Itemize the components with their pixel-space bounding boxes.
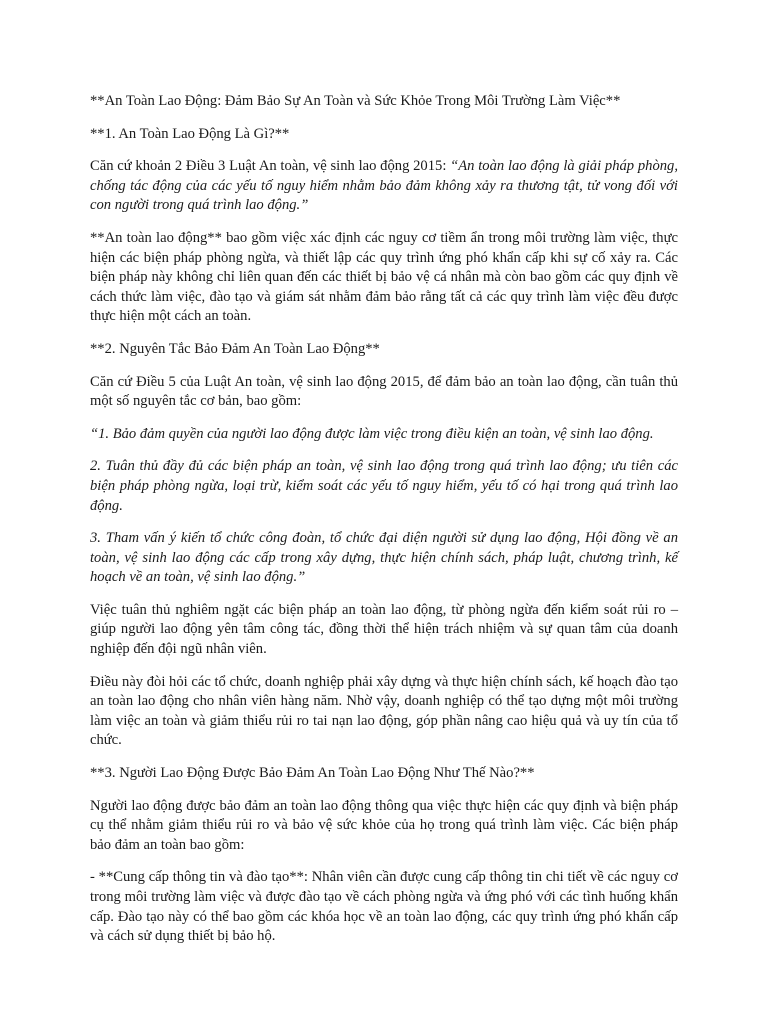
- compliance-paragraph: Việc tuân thủ nghiêm ngặt các biện pháp an toàn lao động, từ phòng ngừa đến kiểm soát rủi ro – giúp người lao động yên tâm công tác, đồng thời thể hiện trách nhiệm và sự quan tâm của doanh nghiệp đến đội ngũ nhân viên.: [90, 601, 678, 658]
- definition-quote: “An toàn lao động là giải pháp phòng, chống tác động của các yếu tố nguy hiểm nhằm bảo đảm không xảy ra thương tật, tử vong đối với con người trong quá trình lao động.”: [90, 158, 678, 214]
- definition-paragraph: [90, 157, 678, 216]
- organization-paragraph: Điều này đòi hỏi các tổ chức, doanh nghiệp phải xây dựng và thực hiện chính sách, kế hoạch đào tạo an toàn lao động cho nhân viên hàng năm. Nhờ vậy, doanh nghiệp có thể tạo dựng một môi trường làm việc an toàn và giảm thiểu rủi ro tai nạn lao động, góp phần nâng cao hiệu quả và uy tín của tổ chức.: [90, 673, 678, 749]
- definition-citation: Căn cứ khoản 2 Điều 3 Luật An toàn, vệ sinh lao động 2015:: [90, 158, 451, 175]
- principles-intro-paragraph: Căn cứ Điều 5 của Luật An toàn, vệ sinh lao động 2015, để đảm bảo an toàn lao động, cần tuân thủ một số nguyên tắc cơ bản, bao gồm:: [90, 373, 678, 410]
- training-bullet-paragraph: - **Cung cấp thông tin và đào tạo**: Nhân viên cần được cung cấp thông tin chi tiết về các nguy cơ trong môi trường làm việc và được đào tạo về cách phòng ngừa và ứng phó với các tình huống khẩn cấp. Đào tạo này có thể bao gồm các khóa học về an toàn lao động, các quy trình ứng phó khẩn cấp và cách sử dụng thiết bị bảo hộ.: [90, 869, 678, 945]
- principle-1-quote: “1. Bảo đảm quyền của người lao động được làm việc trong điều kiện an toàn, vệ sinh lao động.: [90, 425, 654, 442]
- measures-intro-paragraph: Người lao động được bảo đảm an toàn lao động thông qua việc thực hiện các quy định và biện pháp cụ thể nhằm giảm thiểu rủi ro và bảo vệ sức khỏe của họ trong quá trình làm việc. Các biện pháp bảo đảm an toàn bao gồm:: [90, 797, 678, 853]
- section-1-heading: **1. An Toàn Lao Động Là Gì?**: [90, 125, 290, 142]
- document-title: **An Toàn Lao Động: Đảm Bảo Sự An Toàn và Sức Khỏe Trong Môi Trường Làm Việc**: [90, 93, 621, 109]
- intro-paragraph: **An toàn lao động** bao gồm việc xác định các nguy cơ tiềm ẩn trong môi trường làm việc, thực hiện các biện pháp phòng ngừa, và thiết lập các quy trình ứng phó khẩn cấp khi sự cố xảy ra. Các biện pháp này không chỉ liên quan đến các thiết bị bảo vệ cá nhân mà còn bao gồm các quy định về cách thức làm việc, đào tạo và giám sát nhằm đảm bảo rằng tất cả các quy trình làm việc đều được thực hiện một cách an toàn.: [90, 229, 678, 325]
- principle-3-quote: 3. Tham vấn ý kiến tổ chức công đoàn, tổ chức đại diện người sử dụng lao động, Hội đồng về an toàn, vệ sinh lao động các cấp trong xây dựng, thực hiện chính sách, pháp luật, chương trình, kế hoạch về an toàn, vệ sinh lao động.”: [90, 530, 678, 586]
- principle-2-quote: 2. Tuân thủ đầy đủ các biện pháp an toàn, vệ sinh lao động trong quá trình lao động; ưu tiên các biện pháp phòng ngừa, loại trừ, kiểm soát các yếu tố nguy hiểm, yếu tố có hại trong quá trình lao động.: [90, 458, 678, 514]
- section-2-heading: **2. Nguyên Tắc Bảo Đảm An Toàn Lao Động**: [90, 340, 380, 357]
- section-3-heading: **3. Người Lao Động Được Bảo Đảm An Toàn Lao Động Như Thế Nào?**: [90, 765, 535, 782]
